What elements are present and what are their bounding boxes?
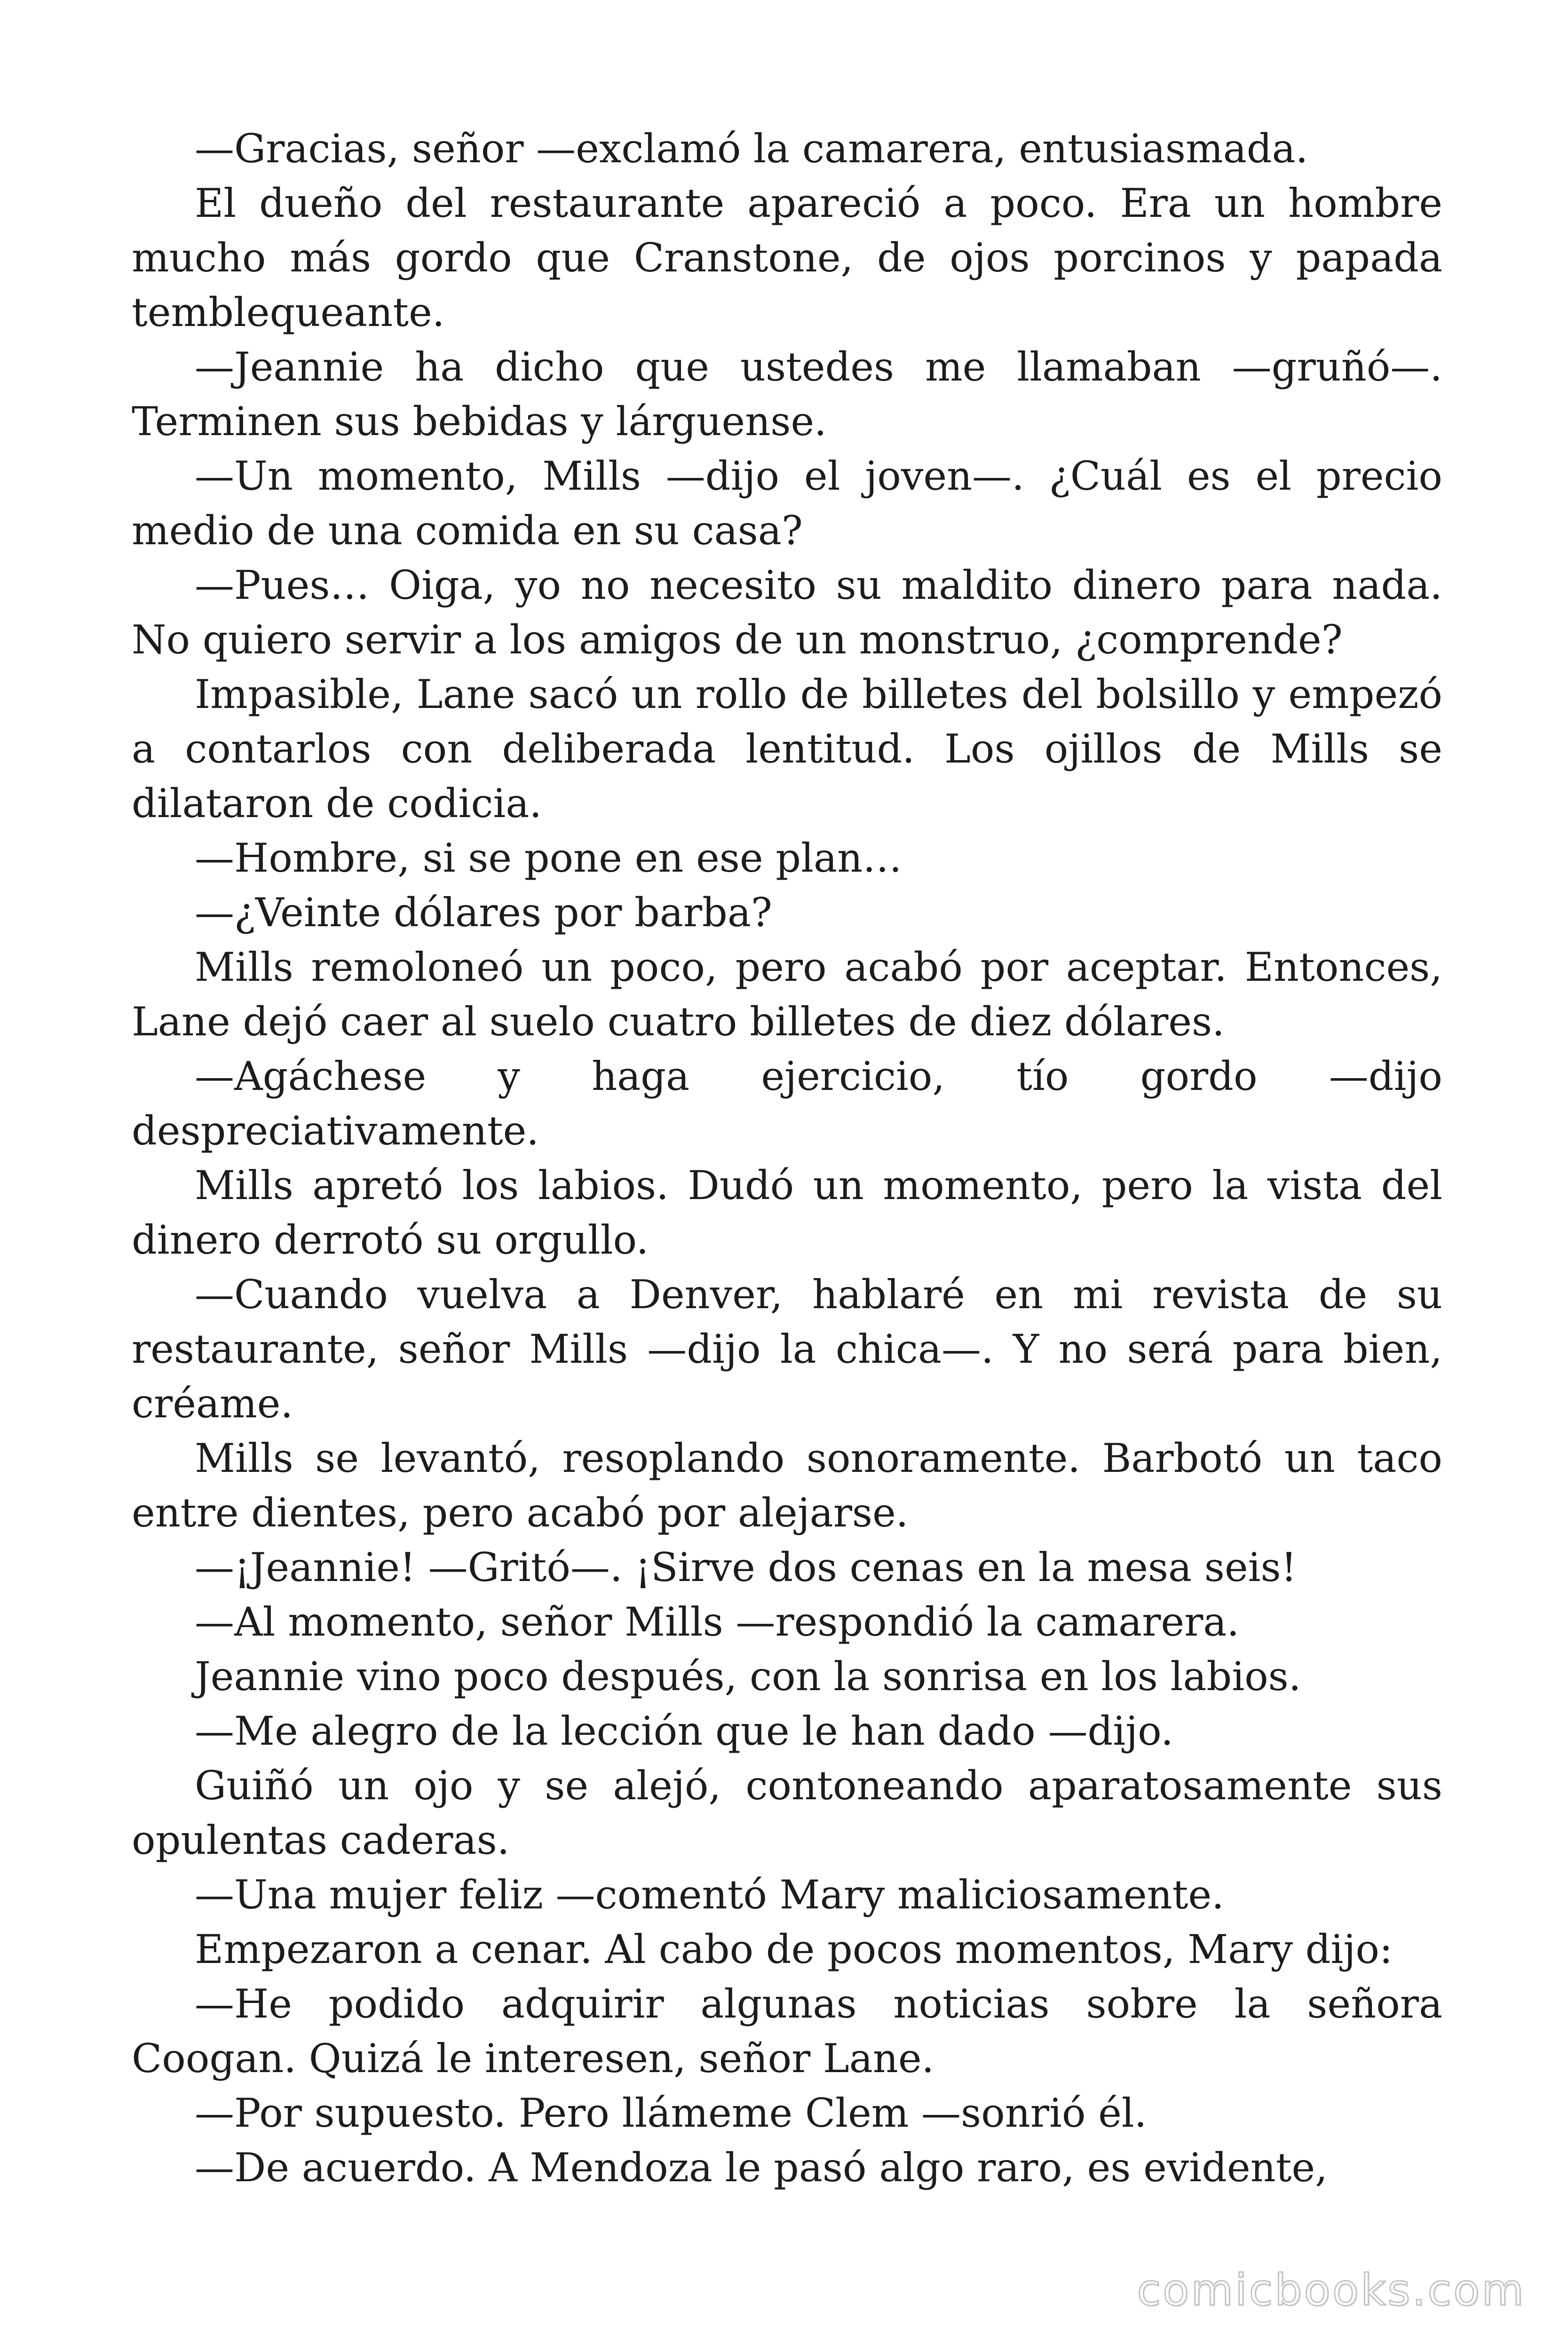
paragraph-7: —Hombre, si se pone en ese plan… <box>195 835 903 881</box>
paragraph-18: Guiñó un ojo y se alejó, contoneando aparatosamente sus opulentas caderas. <box>132 1763 1442 1863</box>
paragraph-13: Mills se levantó, resoplando sonoramente. Barbotó un taco entre dientes, pero acabó por alejarse. <box>132 1435 1442 1536</box>
paragraph-22: —Por supuesto. Pero llámeme Clem —sonrió él. <box>195 2090 1147 2136</box>
paragraph-14: —¡Jeannie! —Gritó—. ¡Sirve dos cenas en la mesa seis! <box>195 1544 1297 1590</box>
paragraph-9: Mills remoloneó un poco, pero acabó por aceptar. Entonces, Lane dejó caer al suelo cuatro billetes de diez dólares. <box>132 944 1442 1045</box>
paragraph-11: Mills apretó los labios. Dudó un momento, pero la vista del dinero derrotó su orgullo. <box>132 1162 1442 1263</box>
paragraph-12: —Cuando vuelva a Denver, hablaré en mi revista de su restaurante, señor Mills —dijo la chica—. Y no será para bien, créame. <box>132 1271 1442 1427</box>
paragraph-8: —¿Veinte dólares por barba? <box>195 890 772 936</box>
paragraph-21: —He podido adquirir algunas noticias sobre la señora Coogan. Quizá le interesen, señor Lane. <box>132 1981 1442 2082</box>
paragraph-4: —Un momento, Mills —dijo el joven—. ¿Cuál es el precio medio de una comida en su casa? <box>132 453 1442 554</box>
paragraph-23: —De acuerdo. A Mendoza le pasó algo raro, es evidente, <box>195 2145 1328 2191</box>
paragraph-1: —Gracias, señor —exclamó la camarera, entusiasmada. <box>195 126 1308 172</box>
page-body <box>132 121 1442 2195</box>
paragraph-10: —Agáchese y haga ejercicio, tío gordo —dijo despreciativamente. <box>132 1053 1442 1154</box>
paragraph-5: —Pues… Oiga, yo no necesito su maldito dinero para nada. No quiero servir a los amigos de un monstruo, ¿comprende? <box>132 562 1442 663</box>
paragraph-3: —Jeannie ha dicho que ustedes me llamaban —gruñó—. Terminen sus bebidas y lárguense. <box>132 344 1442 445</box>
paragraph-19: —Una mujer feliz —comentó Mary maliciosamente. <box>195 1872 1224 1918</box>
watermark: comicbooks.com <box>1137 2265 1526 2315</box>
paragraph-20: Empezaron a cenar. Al cabo de pocos momentos, Mary dijo: <box>195 1926 1393 1972</box>
paragraph-2: El dueño del restaurante apareció a poco. Era un hombre mucho más gordo que Cranstone, de ojos porcinos y papada temblequeante. <box>132 180 1442 335</box>
paragraph-6: Impasible, Lane sacó un rollo de billetes del bolsillo y empezó a contarlos con deliberada lentitud. Los ojillos de Mills se dilataron de codicia. <box>132 671 1442 826</box>
paragraph-16: Jeannie vino poco después, con la sonrisa en los labios. <box>195 1653 1301 1700</box>
paragraph-17: —Me alegro de la lección que le han dado —dijo. <box>195 1708 1173 1754</box>
paragraph-15: —Al momento, señor Mills —respondió la camarera. <box>195 1599 1240 1645</box>
